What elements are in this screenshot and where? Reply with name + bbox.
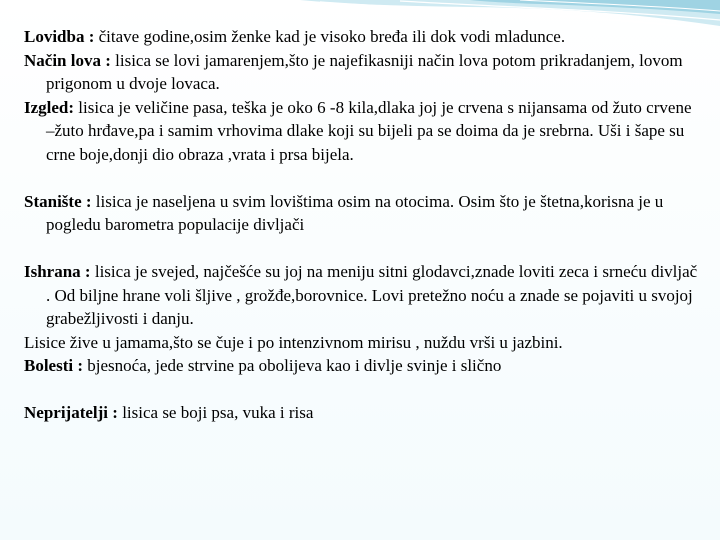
- text-neprijatelji: lisica se boji psa, vuka i risa: [117, 403, 314, 422]
- term-staniste: Stanište :: [24, 191, 92, 211]
- paragraph-lovidba: [24, 25, 700, 49]
- text-staniste: lisica je naseljena u svim lovištima osim na otocima. Osim što je štetna,korisna je u pogledu barometra populacije divljači: [46, 191, 664, 234]
- paragraph-ishrana: [24, 260, 700, 331]
- text-bolesti: bjesnoća, jede strvine pa obolijeva kao i divlje svinje i slično: [83, 356, 502, 375]
- spacer: [24, 378, 700, 402]
- term-izgled: Izgled:: [24, 97, 75, 117]
- paragraph-lisice: [24, 331, 700, 355]
- paragraph-bolesti: [24, 354, 700, 378]
- text-izgled: lisica je veličine pasa, teška je oko 6 -8 kila,dlaka joj je crvena s nijansama od žuto crvene –žuto hrđave,pa i samim vrhovima dlake koji su bijeli pa se doima da je srebrna. Uši i šape su crne boje,donji dio obraza ,vrata i prsa bijela.: [46, 97, 692, 164]
- term-neprijatelji: Neprijatelji :: [24, 403, 118, 422]
- term-nacin-lova: Način lova :: [24, 50, 111, 70]
- text-lovidba: čitave godine,osim ženke kad je visoko bređa ili dok vodi mladunce.: [94, 27, 566, 46]
- spacer: [24, 166, 700, 190]
- term-ishrana: Ishrana :: [24, 262, 91, 281]
- text-lisice: Lisice žive u jamama,što se čuje i po intenzivnom mirisu , nuždu vrši u jazbini.: [24, 332, 563, 352]
- text-body: [24, 25, 700, 425]
- paragraph-staniste: [24, 190, 700, 237]
- text-nacin-lova: lisica se lovi jamarenjem,što je najefikasniji način lova potom prikradanjem, lovom prigonom u dvoje lovaca.: [46, 50, 683, 93]
- paragraph-nacin-lova: [24, 49, 700, 96]
- paragraph-neprijatelji: [24, 401, 700, 425]
- spacer: [24, 237, 700, 261]
- term-lovidba: Lovidba :: [24, 27, 95, 46]
- text-ishrana: lisica je svejed, najčešće su joj na meniju sitni glodavci,znade loviti zeca i srneću divljač . Od biljne hrane voli šljive , grožđe,borovnice. Lovi pretežno noću a znade se pojaviti u svojoj grabežljivosti i danju.: [46, 262, 698, 328]
- term-bolesti: Bolesti :: [24, 356, 84, 375]
- paragraph-izgled: [24, 96, 700, 167]
